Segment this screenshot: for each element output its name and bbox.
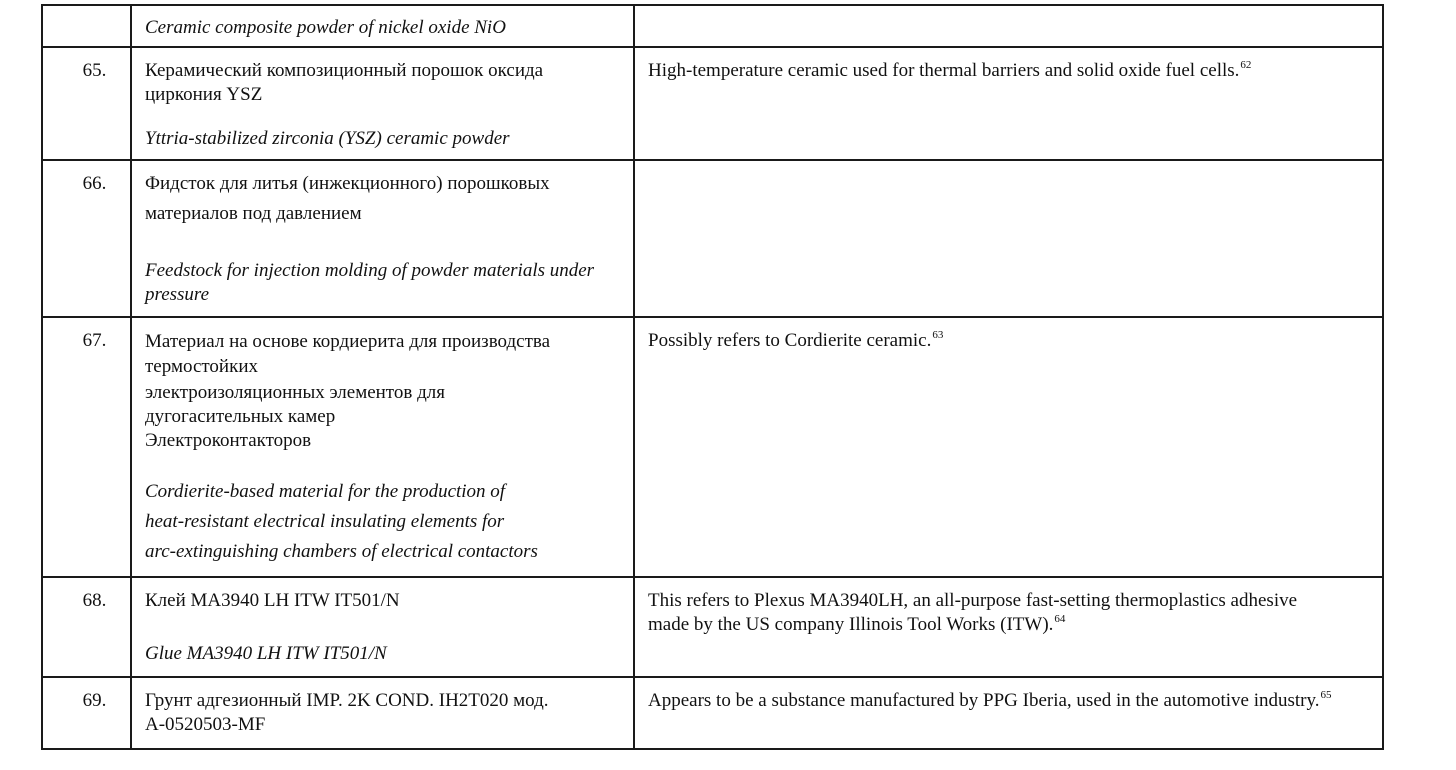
english-name-line: Cordierite-based material for the production of <box>145 481 506 502</box>
row-number: 67. <box>82 330 107 351</box>
substance-name-cell <box>131 577 634 677</box>
note-text <box>648 161 1372 172</box>
note-cell <box>634 317 1383 577</box>
table-row <box>42 577 1383 677</box>
russian-name-line: Электроконтакторов <box>145 430 312 451</box>
russian-name-line: Клей MA3940 LH ITW IT501/N <box>145 590 400 611</box>
english-name: Ceramic composite powder of nickel oxide NiO <box>145 17 506 38</box>
table-row <box>42 160 1383 317</box>
russian-name <box>145 48 623 107</box>
footnote-marker: 65 <box>1320 689 1332 701</box>
substance-name-cell <box>131 677 634 749</box>
footnote-marker: 63 <box>932 329 944 341</box>
russian-name <box>145 318 623 453</box>
substance-name-cell <box>131 5 634 47</box>
note-cell <box>634 160 1383 317</box>
table-row <box>42 47 1383 160</box>
row-number-cell <box>42 577 131 677</box>
english-name <box>145 453 623 567</box>
russian-name-line: Керамический композиционный порошок оксида <box>145 60 544 81</box>
russian-name <box>145 678 623 737</box>
row-number: 69. <box>82 690 107 711</box>
note-text <box>648 6 1372 17</box>
russian-name <box>145 161 623 229</box>
russian-name-line: Фидсток для литья (инжекционного) порошковых <box>145 173 550 194</box>
english-name-line: Feedstock for injection molding of powder materials under <box>145 260 595 281</box>
substance-name-cell <box>131 47 634 160</box>
row-number: 68. <box>82 590 107 611</box>
row-number: 66. <box>82 173 107 194</box>
russian-name-line: Грунт адгезионный IMP. 2K COND. IH2T020 мод. <box>145 690 549 711</box>
row-number-cell <box>42 317 131 577</box>
table-row <box>42 677 1383 749</box>
note-cell <box>634 677 1383 749</box>
russian-name-line: материалов под давлением <box>145 203 362 224</box>
russian-name-line: дугогасительных камер <box>145 406 336 427</box>
note-line <box>648 613 1372 637</box>
note-content: made by the US company Illinois Tool Works (ITW). <box>648 614 1054 635</box>
russian-name-line: Материал на основе кордиерита для производства <box>145 331 551 352</box>
note-content: High-temperature ceramic used for thermal barriers and solid oxide fuel cells. <box>648 60 1240 81</box>
note-line: This refers to Plexus MA3940LH, an all-purpose fast-setting thermoplastics adhesive <box>648 590 1298 611</box>
russian-name-line: циркония YSZ <box>145 84 263 105</box>
note-cell <box>634 5 1383 47</box>
note-text <box>648 678 1372 713</box>
note-text <box>648 48 1372 83</box>
english-name: Yttria-stabilized zirconia (YSZ) ceramic powder <box>145 128 510 149</box>
row-number: 65. <box>82 60 107 81</box>
russian-name-line: термостойких <box>145 356 258 377</box>
note-text <box>648 318 1372 353</box>
substance-name-cell <box>131 160 634 317</box>
row-number <box>43 6 130 17</box>
english-name-line: heat-resistant electrical insulating elements for <box>145 511 505 532</box>
russian-name-line: A-0520503-MF <box>145 714 266 735</box>
substances-table <box>41 4 1384 750</box>
row-number-cell <box>42 677 131 749</box>
note-cell <box>634 577 1383 677</box>
russian-name-line: электроизоляционных элементов для <box>145 382 445 403</box>
table-row <box>42 317 1383 577</box>
note-cell <box>634 47 1383 160</box>
footnote-marker: 64 <box>1054 613 1066 625</box>
english-name: Glue MA3940 LH ITW IT501/N <box>145 643 387 664</box>
english-name <box>145 229 623 307</box>
note-content: Appears to be a substance manufactured by PPG Iberia, used in the automotive industry. <box>648 690 1320 711</box>
footnote-marker: 62 <box>1240 59 1252 71</box>
russian-name <box>145 578 623 613</box>
note-text <box>648 578 1372 637</box>
english-name-line: arc-extinguishing chambers of electrical contactors <box>145 541 538 562</box>
substance-name-cell <box>131 317 634 577</box>
row-number-cell <box>42 5 131 47</box>
english-name-line: pressure <box>145 284 210 305</box>
row-number-cell <box>42 47 131 160</box>
note-content: Possibly refers to Cordierite ceramic. <box>648 330 932 351</box>
table-row <box>42 5 1383 47</box>
row-number-cell <box>42 160 131 317</box>
